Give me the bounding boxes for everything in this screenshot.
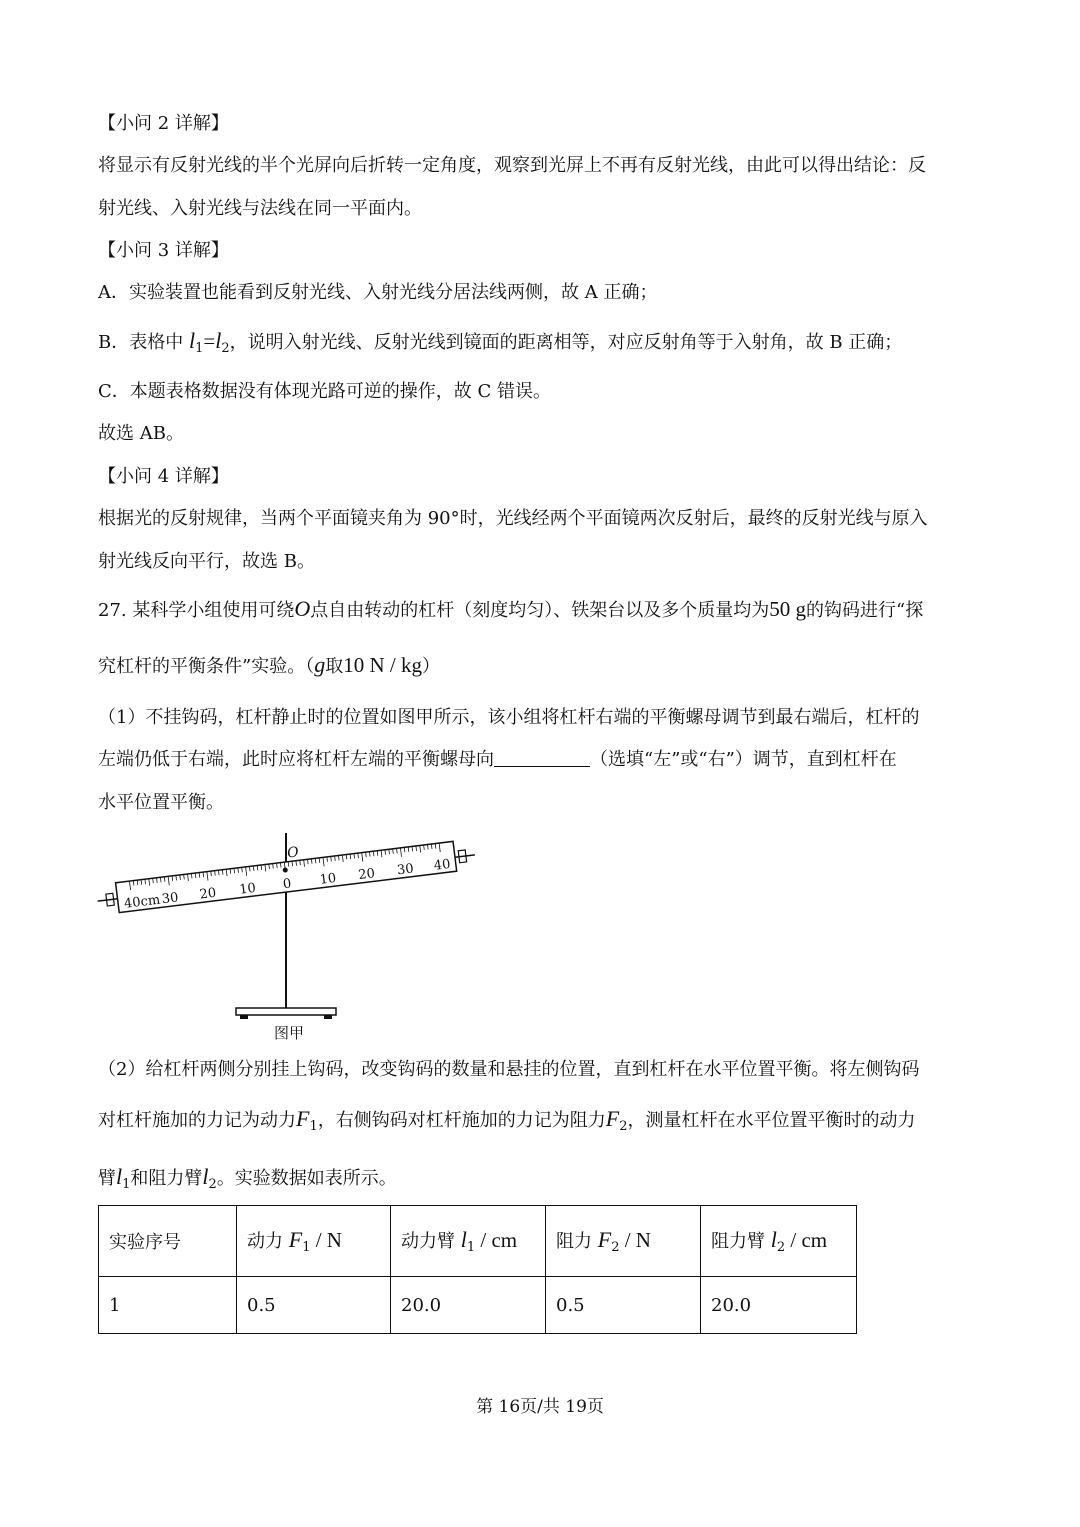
q27-text: 究杠杆的平衡条件”实验。（ [98,656,315,677]
answer-blank[interactable] [494,748,590,767]
l2-symbol: l [202,1164,209,1189]
f1-symbol: F [296,1106,310,1131]
equals-sign: = [203,329,216,353]
header-unit: / N [310,1228,342,1252]
stand-base [236,1008,336,1015]
section4-text-line1: 根据光的反射规律，当两个平面镜夹角为 90°时，光线经两个平面镜两次反射后，最终的反射光线与原入 [98,508,928,529]
g-value: 10 N / kg [343,653,422,677]
q27-text: ） [421,656,440,677]
table-cell: 20.0 [701,1277,857,1334]
section2-text-line2: 射光线、入射光线与法线在同一平面内。 [98,198,422,219]
table-cell: 20.0 [391,1277,546,1334]
section2-text-line1: 将显示有反射光线的半个光屏向后折转一定角度，观察到光屏上不再有反射光线，由此可以得出结论：反 [98,155,926,176]
tick-label: 30 [396,861,415,879]
header-text: 阻力臂 [711,1231,771,1252]
tick-label: 10 [238,880,257,898]
tick-label: 0 [282,876,293,893]
tick-label: 30 [161,890,180,908]
header-cell [546,1206,701,1277]
section2-heading: 【小问 2 详解】 [98,113,229,134]
tick-label: 40cm [123,892,162,912]
q27-text: ，右侧钩码对杠杆施加的力记为阻力 [317,1110,606,1131]
header-cell [701,1206,857,1277]
q27-text: 。实验数据如表所示。 [216,1168,397,1189]
tick-label: 10 [318,870,338,888]
q27-part2-line3 [98,1165,397,1197]
q27-part1-line1: （1）不挂钩码，杠杆静止时的位置如图甲所示，该小组将杠杆右端的平衡螺母调节到最右端后，杠杆的 [98,707,920,728]
header-text: 阻力 [556,1231,598,1252]
f1-subscript: 1 [309,1119,318,1134]
q27-part2-line2 [98,1107,915,1139]
header-cell [237,1206,391,1277]
l2-symbol: l [215,328,222,353]
q27-text: 臂 [98,1168,116,1189]
header-cell [99,1206,237,1277]
lever-figure [96,828,496,1048]
l1-symbol: l [116,1164,123,1189]
header-text: 实验序号 [109,1232,181,1253]
q27-text: 27. 某科学小组使用可绕 [98,600,295,621]
table-header-row [99,1206,857,1277]
header-unit: / cm [785,1228,828,1252]
header-unit: / N [619,1228,651,1252]
option-b-prefix: B．表格中 [98,332,189,353]
header-subscript: 1 [302,1240,311,1255]
header-cell [391,1206,546,1277]
option-b-suffix: ，说明入射光线、反射光线到镜面的距离相等，对应反射角等于入射角，故 B 正确； [229,332,903,353]
header-text: 动力臂 [401,1231,461,1252]
figure-caption: 图甲 [274,1024,305,1042]
data-table [98,1205,857,1334]
l2-subscript: 2 [221,341,230,356]
l2-subscript: 2 [208,1177,217,1192]
q27-part1-line3: 水平位置平衡。 [98,792,224,813]
q27-text: （选填“左”或“右”）调节，直到杠杆在 [590,749,897,770]
header-symbol: F [288,1227,303,1252]
header-text: 动力 [247,1231,289,1252]
q27-text: 和阻力臂 [130,1168,203,1189]
q27-line1 [98,597,923,623]
header-subscript: 2 [776,1240,786,1255]
section3-answer: 故选 AB。 [98,423,184,444]
f2-subscript: 2 [619,1119,628,1134]
q27-text: 左端仍低于右端，此时应将杠杆左端的平衡螺母向 [98,749,494,770]
l1-subscript: 1 [195,341,204,356]
pivot-o-symbol: O [294,596,311,621]
header-subscript: 2 [611,1240,620,1255]
header-symbol: F [597,1227,612,1252]
table-cell: 0.5 [546,1277,701,1334]
f2-symbol: F [605,1106,620,1131]
q27-part1-line2 [98,748,897,772]
section4-heading: 【小问 4 详解】 [98,466,229,487]
tick-label: 20 [357,866,376,884]
section3-option-c: C．本题表格数据没有体现光路可逆的操作，故 C 错误。 [98,381,551,402]
section3-option-a: A．实验装置也能看到反射光线、入射光线分居法线两侧，故 A 正确； [98,282,658,303]
section4-text-line2: 射光线反向平行，故选 B。 [98,551,315,572]
table-cell: 1 [99,1277,237,1334]
pivot-label: O [286,844,300,862]
base-foot [324,1015,332,1019]
tick-label: 20 [198,885,218,903]
section3-heading: 【小问 3 详解】 [98,240,229,261]
l1-symbol: l [188,328,196,353]
q27-text: 对杠杆施加的力记为动力 [98,1110,296,1131]
q27-text: 点自由转动的杠杆（刻度均匀）、铁架台以及多个质量均为 [310,600,770,621]
tick-label: 40 [433,856,452,874]
q27-text: 取 [325,656,344,677]
g-symbol: g [314,652,326,677]
table-cell: 0.5 [237,1277,391,1334]
header-symbol: l [460,1227,467,1252]
q27-part2-line1: （2）给杠杆两侧分别挂上钩码，改变钩码的数量和悬挂的位置，直到杠杆在水平位置平衡。将左侧钩码 [98,1059,920,1080]
mass-value: 50 g [769,597,806,621]
section3-option-b [98,329,902,361]
q27-text: 的钩码进行“探 [806,600,924,621]
l1-subscript: 1 [122,1177,131,1192]
header-symbol: l [770,1227,777,1252]
q27-line2 [98,653,440,679]
header-subscript: 1 [466,1240,476,1255]
page-footer: 第 16页/共 19页 [476,1397,604,1417]
header-unit: / cm [475,1228,518,1252]
base-foot [240,1015,248,1019]
table-row [99,1277,857,1334]
q27-text: ，测量杠杆在水平位置平衡时的动力 [627,1110,916,1131]
